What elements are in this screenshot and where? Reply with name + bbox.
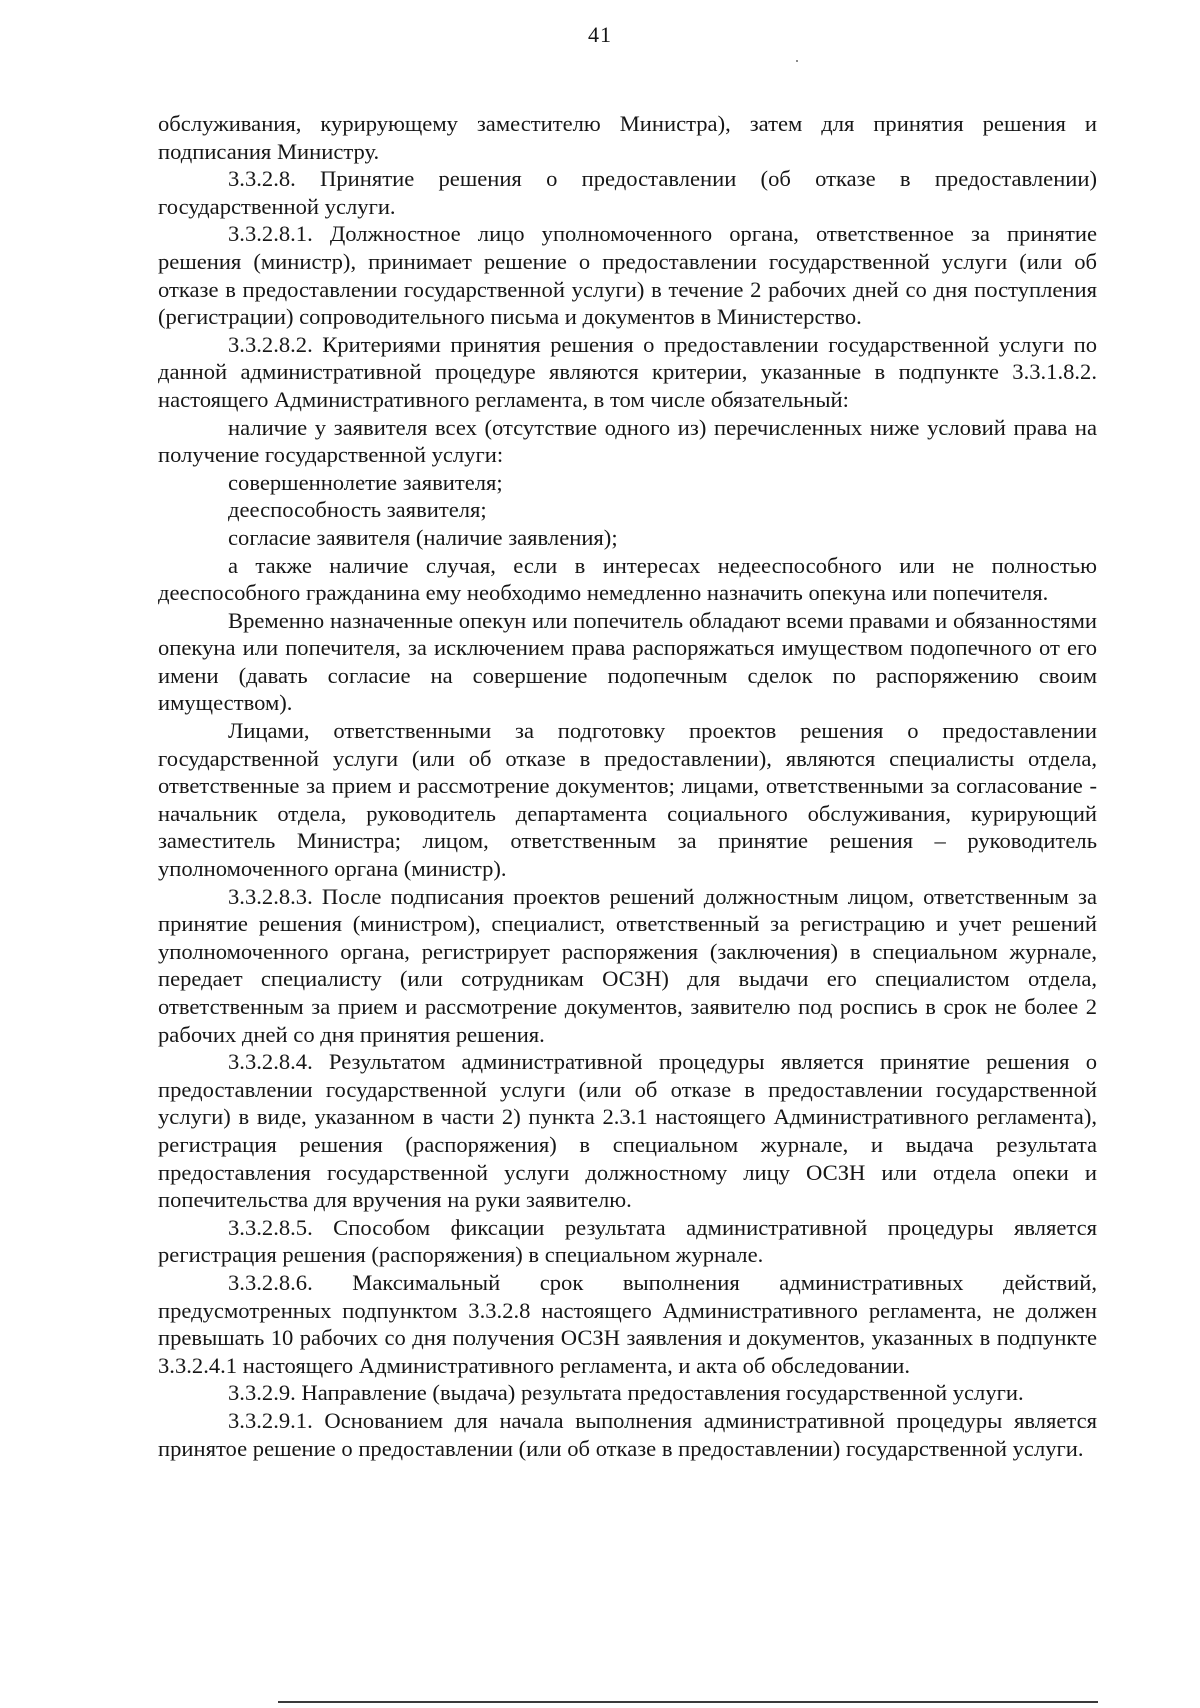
paragraph-3-3-2-8-1: 3.3.2.8.1. Должностное лицо уполномоченного органа, ответственное за принятие решения (министр), принимает решение о предоставлении государственной услуги (или об отказе в предоставлении государственной услуги) в течение 2 рабочих дней со дня поступления (регистрации) сопроводительного письма и документов в Министерство. (158, 221, 1097, 330)
paragraph-3-3-2-8-4: 3.3.2.8.4. Результатом административной процедуры является принятие решения о предоставлении государственной услуги (или об отказе в предоставлении государственной услуги) в виде, указанном в части 2) пункта 2.3.1 настоящего Административного регламента), регистрация решения (распоряжения) в специальном журнале, и выдача результата предоставления государственной услуги должностному лицу ОСЗН или отдела опеки и попечительства для вручения на руки заявителю. (158, 1049, 1097, 1213)
bottom-divider (278, 1701, 1098, 1703)
paragraph-3-3-2-8-6: 3.3.2.8.6. Максимальный срок выполнения административных действий, предусмотренных подпунктом 3.3.2.8 настоящего Административного регламента, не должен превышать 10 рабочих со дня получения ОСЗН заявления и документов, указанных в подпункте 3.3.2.4.1 настоящего Административного регламента, и акта об обследовании. (158, 1269, 1097, 1378)
list-item-adulthood: совершеннолетие заявителя; (228, 469, 503, 495)
paragraph-responsible-persons: Лицами, ответственными за подготовку проектов решения о предоставлении государственной услуги (или об отказе в предоставлении), являются специалисты отдела, ответственные за прием и рассмотрение документов; лицами, ответственными за согласование - начальник отдела, руководитель департамента социального обслуживания, курирующий заместитель Министра; лицом, ответственным за принятие решения – руководитель уполномоченного органа (министр). (158, 718, 1097, 882)
paragraph-continuation: обслуживания, курирующему заместителю Министра), затем для принятия решения и подписания Министру. (158, 111, 1097, 164)
paragraph-urgent-case: а также наличие случая, если в интересах недееспособного или не полностью дееспособного гражданина ему необходимо немедленно назначить опекуна или попечителя. (158, 552, 1097, 606)
page-number: 41 (588, 22, 612, 47)
paragraph-3-3-2-9: 3.3.2.9. Направление (выдача) результата предоставления государственной услуги. (228, 1380, 1024, 1406)
paragraph-3-3-2-9-1: 3.3.2.9.1. Основанием для начала выполнения административной процедуры является принятое решение о предоставлении (или об отказе в предоставлении) государственной услуги. (158, 1407, 1097, 1461)
paragraph-3-3-2-8: 3.3.2.8. Принятие решения о предоставлении (об отказе в предоставлении) государственной услуги. (158, 166, 1097, 219)
paragraph-3-3-2-8-3: 3.3.2.8.3. После подписания проектов решений должностным лицом, ответственным за принятие решения (министром), специалист, ответственный за регистрацию и учет решений уполномоченного органа, регистрирует распоряжения (заключения) в специальном журнале, передает специалисту (или сотрудникам ОСЗН) для выдачи его специалистом отдела, ответственным за прием и рассмотрение документов, заявителю под роспись в срок не более 2 рабочих дней со дня принятия решения. (158, 883, 1097, 1047)
paragraph-conditions-intro: наличие у заявителя всех (отсутствие одного из) перечисленных ниже условий права на получение государственной услуги: (158, 414, 1097, 468)
scan-speck (796, 60, 798, 62)
list-item-consent: согласие заявителя (наличие заявления); (228, 524, 618, 550)
paragraph-temporary-guardian: Временно назначенные опекун или попечитель обладают всеми правами и обязанностями опекуна или попечителя, за исключением права распоряжаться имуществом подопечного от его имени (давать согласие на совершение подопечным сделок по распоряжению своим имуществом). (158, 607, 1097, 716)
document-body (158, 110, 1097, 1462)
paragraph-3-3-2-8-5: 3.3.2.8.5. Способом фиксации результата административной процедуры является регистрация решения (распоряжения) в специальном журнале. (158, 1214, 1097, 1268)
list-item-capacity: дееспособность заявителя; (228, 497, 487, 523)
paragraph-3-3-2-8-2: 3.3.2.8.2. Критериями принятия решения о предоставлении государственной услуги по данной административной процедуре являются критерии, указанные в подпункте 3.3.1.8.2. настоящего Административного регламента, в том числе обязательный: (158, 331, 1097, 412)
